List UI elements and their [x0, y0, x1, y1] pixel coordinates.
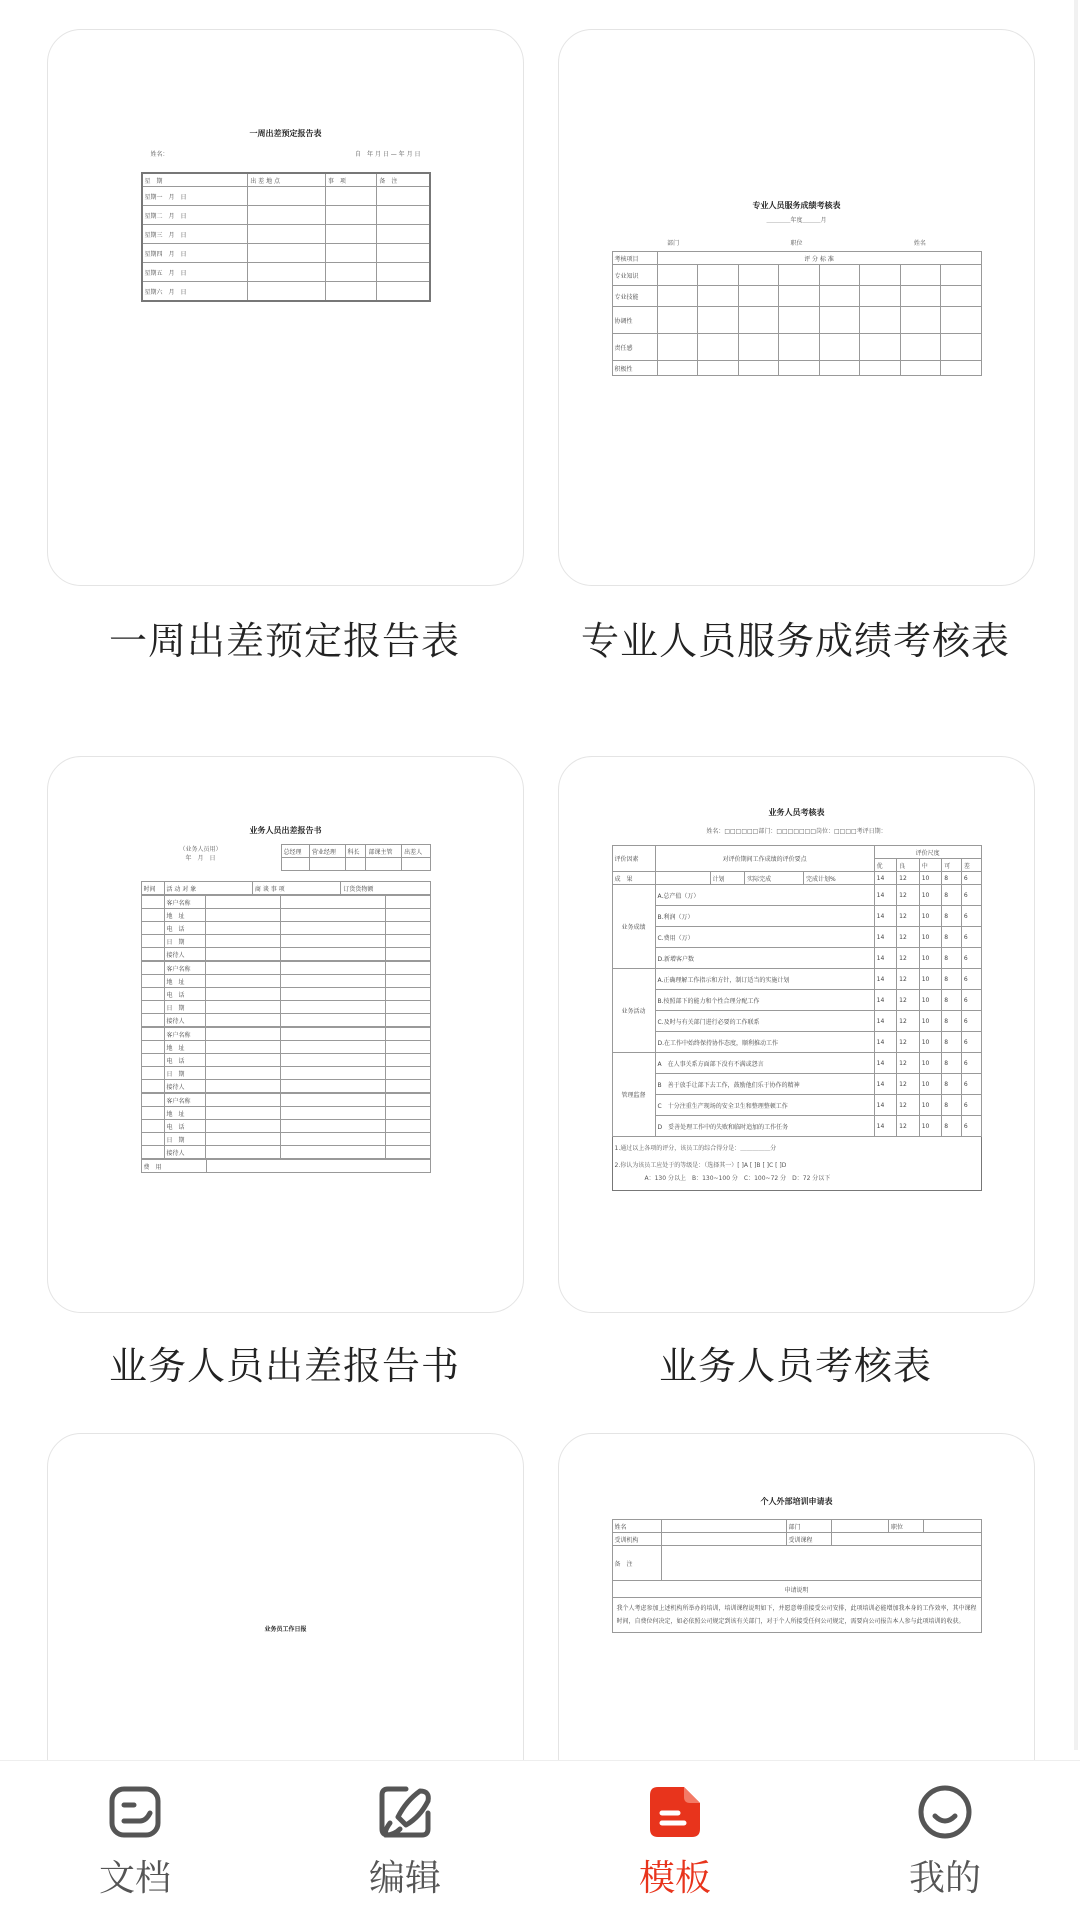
preview-cell: 8	[942, 1095, 962, 1116]
preview-cell: 10	[919, 1053, 942, 1074]
preview-cell: 6	[961, 990, 981, 1011]
preview-cell: 电 话	[164, 988, 205, 1001]
preview-cell: 14	[874, 1095, 897, 1116]
preview-cell: 协调性	[612, 307, 657, 334]
preview-cell: 星期三 月 日	[142, 225, 248, 244]
preview-cell: 14	[874, 1053, 897, 1074]
template-preview	[612, 1496, 982, 1633]
scrollbar[interactable]	[1074, 0, 1078, 1750]
preview-cell: 12	[897, 906, 920, 927]
template-preview	[612, 807, 982, 1191]
preview-cell: 12	[897, 948, 920, 969]
preview-cell: 日 期	[164, 1133, 205, 1146]
preview-table	[612, 1519, 982, 1633]
preview-cell: 评价尺度	[874, 846, 981, 859]
preview-sign-table	[281, 844, 431, 871]
preview-cell: 良	[897, 859, 920, 872]
preview-cell: 我个人考虑参加上述机构所举办的培训，培训课程说明如下，并愿意尊重接受公司安排，此项培训必能增加我本身的工作效率，其中课程时间，自费位何决定，如必依照公司规定到该有关部门，对于个人所接受任何公司规定，需要向公司报告本人参与此项培训的收获。	[612, 1598, 981, 1633]
preview-cell: 费 用	[141, 1160, 206, 1173]
template-card[interactable]	[558, 29, 1035, 586]
template-card[interactable]	[558, 756, 1035, 1313]
preview-cell: C 十分注重生产现场的安全卫生和整理整顿工作	[655, 1095, 874, 1116]
preview-text: 自 年 月 日 — 年 月 日	[355, 151, 421, 158]
preview-table	[141, 881, 431, 895]
preview-cell: 14	[874, 990, 897, 1011]
template-preview	[612, 200, 982, 376]
preview-cell: 10	[919, 1032, 942, 1053]
preview-table	[141, 1159, 431, 1173]
preview-cell: 14	[874, 1116, 897, 1137]
preview-cell: 成 果	[612, 872, 655, 885]
preview-cell: 客户名称	[164, 962, 205, 975]
preview-cell: 6	[961, 1116, 981, 1137]
preview-cell: 活 动 对 象	[164, 882, 252, 895]
edit-brush-icon	[376, 1783, 434, 1841]
preview-cell: 积极性	[612, 361, 657, 376]
preview-text: 部门	[667, 240, 680, 247]
preview-cell: 电 话	[164, 922, 205, 935]
preview-cell: 8	[942, 1032, 962, 1053]
preview-cell: 6	[961, 969, 981, 990]
tab-templates[interactable]	[540, 1761, 810, 1921]
preview-cell: 12	[897, 969, 920, 990]
preview-cell: 专业技能	[612, 286, 657, 307]
preview-cell: 14	[874, 969, 897, 990]
preview-cell: 8	[942, 927, 962, 948]
preview-cell: 8	[942, 969, 962, 990]
preview-cell: 客户名称	[164, 1094, 205, 1107]
document-icon	[106, 1783, 164, 1841]
preview-cell: 差	[961, 859, 981, 872]
template-card[interactable]	[47, 756, 524, 1313]
preview-cell: 申请说明	[612, 1581, 981, 1598]
template-title[interactable]: 业务人员出差报告书	[108, 1344, 460, 1388]
preview-cell: 出差人	[402, 845, 430, 858]
preview-cell: 地 址	[164, 1041, 205, 1054]
preview-cell: 考核项目	[612, 252, 657, 265]
template-card[interactable]	[47, 29, 524, 586]
preview-cell: 14	[874, 1032, 897, 1053]
preview-title: 业务人员出差报告书	[249, 826, 322, 835]
preview-cell: 12	[897, 885, 920, 906]
preview-cell: 10	[919, 990, 942, 1011]
preview-cell: 8	[942, 872, 962, 885]
preview-cell: 责任感	[612, 334, 657, 361]
preview-cell: 订货货物额	[341, 882, 430, 895]
preview-cell: 14	[874, 906, 897, 927]
preview-cell: D.新增客户数	[655, 948, 874, 969]
preview-cell: 对评价期间工作成绩的评价要点	[655, 846, 874, 872]
preview-cell: D.在工作中始终保持协作态度，顺利推动工作	[655, 1032, 874, 1053]
preview-cell: 日 期	[164, 1067, 205, 1080]
preview-cell: 10	[919, 1116, 942, 1137]
preview-cell: 备 注	[377, 173, 430, 187]
preview-cell: 事 项	[325, 173, 376, 187]
preview-table	[141, 895, 431, 961]
preview-text: 姓名：□□□□□□部门：□□□□□□□岗位：□□□□考评日期：	[706, 828, 887, 835]
preview-text: ＿＿＿＿年度＿＿＿月	[766, 217, 827, 224]
profile-smile-icon	[916, 1783, 974, 1841]
preview-cell: 6	[961, 885, 981, 906]
preview-cell: 总经理	[281, 845, 309, 858]
preview-cell: 评 分 标 准	[657, 252, 981, 265]
preview-cell: 14	[874, 885, 897, 906]
preview-cell: 6	[961, 948, 981, 969]
preview-cell: 12	[897, 872, 920, 885]
preview-cell: 8	[942, 948, 962, 969]
preview-cell: 6	[961, 872, 981, 885]
preview-cell: 姓名	[612, 1520, 661, 1533]
preview-cell: B 善于放手让部下去工作，鼓励他们乐于协作的精神	[655, 1074, 874, 1095]
preview-cell: 10	[919, 969, 942, 990]
preview-cell: 14	[874, 948, 897, 969]
preview-cell: 10	[919, 1011, 942, 1032]
preview-cell: 6	[961, 906, 981, 927]
preview-cell: 受训机构	[612, 1533, 661, 1546]
preview-cell: 14	[874, 1011, 897, 1032]
template-preview	[141, 825, 431, 1173]
preview-cell: 12	[897, 990, 920, 1011]
preview-cell: 客户名称	[164, 1028, 205, 1041]
preview-cell: 10	[919, 1074, 942, 1095]
preview-cell: 6	[961, 1095, 981, 1116]
template-card[interactable]	[558, 1433, 1035, 1760]
preview-cell: 星期二 月 日	[142, 206, 248, 225]
template-title[interactable]: 专业人员服务成绩考核表	[580, 619, 1010, 663]
preview-cell: 接待人	[164, 948, 205, 961]
preview-cell: 客户名称	[164, 896, 205, 909]
preview-cell: 地 址	[164, 975, 205, 988]
template-icon	[646, 1783, 704, 1841]
preview-cell: 8	[942, 906, 962, 927]
preview-text: 职位	[790, 240, 803, 247]
preview-cell: 出 差 地 点	[248, 173, 326, 187]
preview-cell: C.及时与有关部门进行必要的工作联系	[655, 1011, 874, 1032]
preview-cell: 8	[942, 1011, 962, 1032]
preview-cell: 接待人	[164, 1080, 205, 1093]
bottom-tab-bar	[0, 1760, 1080, 1921]
preview-cell: 地 址	[164, 1107, 205, 1120]
preview-cell: 12	[897, 1116, 920, 1137]
preview-text: （业务人员用）	[179, 846, 222, 853]
preview-cell: 优	[874, 859, 897, 872]
preview-text: 姓名	[913, 240, 926, 247]
preview-cell: 10	[919, 906, 942, 927]
preview-cell: 接待人	[164, 1014, 205, 1027]
preview-cell: 14	[874, 927, 897, 948]
preview-text: 1.通过以上各项的评分，该员工的综合得分是：＿＿＿＿＿分	[614, 1145, 777, 1152]
preview-cell: 6	[961, 1032, 981, 1053]
preview-table	[141, 961, 431, 1027]
preview-table	[612, 845, 982, 1137]
preview-cell: 评价因素	[612, 846, 655, 872]
preview-title: 专业人员服务成绩考核表	[752, 201, 841, 210]
preview-table	[612, 251, 982, 376]
template-title[interactable]: 一周出差预定报告表	[108, 619, 460, 663]
preview-cell: A.正确理解工作指示和方针，制订适当的实施计划	[655, 969, 874, 990]
preview-cell: B.按照部下的能力和个性合理分配工作	[655, 990, 874, 1011]
preview-cell: 商 谈 事 项	[252, 882, 340, 895]
tab-label: 我的	[908, 1858, 981, 1899]
preview-cell: 10	[919, 948, 942, 969]
preview-cell: 星期四 月 日	[142, 244, 248, 263]
preview-text: 年 月 日	[185, 855, 216, 862]
preview-cell: 可	[942, 859, 962, 872]
tab-label: 编辑	[368, 1858, 441, 1899]
preview-cell: D 妥善处理工作中的失败和临时追加的工作任务	[655, 1116, 874, 1137]
preview-cell: 12	[897, 1053, 920, 1074]
template-title[interactable]: 业务人员考核表	[658, 1344, 932, 1388]
preview-cell: B.利润（万）	[655, 906, 874, 927]
preview-cell: 星 期	[142, 173, 248, 187]
preview-cell: 业务活动	[612, 969, 655, 1053]
preview-cell: 8	[942, 990, 962, 1011]
preview-cell: 6	[961, 927, 981, 948]
preview-cell: 部门	[786, 1520, 831, 1533]
template-preview	[136, 1624, 436, 1633]
preview-cell: 接待人	[164, 1146, 205, 1159]
preview-text: A：130 分以上 B：130~100 分 C：100~72 分 D：72 分以下	[644, 1175, 831, 1182]
preview-cell: 日 期	[164, 935, 205, 948]
preview-cell: 14	[874, 1074, 897, 1095]
preview-cell: 电 话	[164, 1120, 205, 1133]
preview-table	[141, 1027, 431, 1093]
preview-title: 业务人员考核表	[768, 808, 825, 817]
preview-cell: 职位	[888, 1520, 923, 1533]
preview-text: 2.你认为该员工应处于的等级是：（选择其一）[ ]A [ ]B [ ]C [ ]D	[614, 1162, 787, 1169]
preview-cell: 14	[874, 872, 897, 885]
preview-cell: 电 话	[164, 1054, 205, 1067]
preview-cell: 6	[961, 1053, 981, 1074]
preview-cell: 完成计划%	[804, 872, 875, 885]
preview-cell: 10	[919, 1095, 942, 1116]
preview-cell: 营业经理	[309, 845, 345, 858]
preview-cell: 地 址	[164, 909, 205, 922]
template-preview	[141, 128, 431, 302]
preview-cell: 8	[942, 1053, 962, 1074]
preview-cell: 科长	[345, 845, 366, 858]
preview-cell: A 在人事关系方面部下没有不满或怨言	[655, 1053, 874, 1074]
preview-table	[141, 172, 431, 302]
preview-cell: 星期六 月 日	[142, 282, 248, 302]
preview-title: 个人外部培训申请表	[760, 1497, 833, 1506]
preview-cell: 业务成绩	[612, 885, 655, 969]
tab-label: 文档	[98, 1858, 171, 1899]
preview-cell: 6	[961, 1074, 981, 1095]
preview-cell: 星期五 月 日	[142, 263, 248, 282]
preview-cell: 12	[897, 1032, 920, 1053]
tab-documents[interactable]	[0, 1761, 270, 1921]
preview-text: 姓名：	[150, 151, 169, 158]
preview-cell: 受训课程	[786, 1533, 831, 1546]
preview-cell: 12	[897, 1095, 920, 1116]
preview-cell: 备 注	[612, 1546, 661, 1581]
preview-cell: 时间	[141, 882, 164, 895]
preview-cell: 日 期	[164, 1001, 205, 1014]
preview-cell: 10	[919, 927, 942, 948]
preview-cell: 8	[942, 1074, 962, 1095]
preview-cell: 专业知识	[612, 265, 657, 286]
preview-cell: 星期一 月 日	[142, 187, 248, 206]
preview-cell: 中	[919, 859, 942, 872]
preview-table	[141, 1093, 431, 1159]
preview-cell: C.费用（万）	[655, 927, 874, 948]
preview-title: 一周出差预定报告表	[249, 129, 322, 138]
preview-cell: 6	[961, 1011, 981, 1032]
preview-cell: 8	[942, 885, 962, 906]
preview-cell: 实际完成	[745, 872, 804, 885]
preview-cell: 10	[919, 872, 942, 885]
tab-profile[interactable]	[810, 1761, 1080, 1921]
tab-label: 模板	[638, 1858, 711, 1899]
preview-cell: 计划	[710, 872, 745, 885]
preview-cell: 10	[919, 885, 942, 906]
preview-cell: 12	[897, 927, 920, 948]
preview-cell: 12	[897, 1074, 920, 1095]
preview-cell: 部课主管	[366, 845, 402, 858]
preview-title: 业务员工作日报	[264, 1626, 307, 1633]
preview-cell: 管理监督	[612, 1053, 655, 1137]
preview-cell: A.总产值（万）	[655, 885, 874, 906]
preview-cell: 12	[897, 1011, 920, 1032]
preview-cell: 8	[942, 1116, 962, 1137]
tab-edit[interactable]	[270, 1761, 540, 1921]
template-card[interactable]	[47, 1433, 524, 1760]
